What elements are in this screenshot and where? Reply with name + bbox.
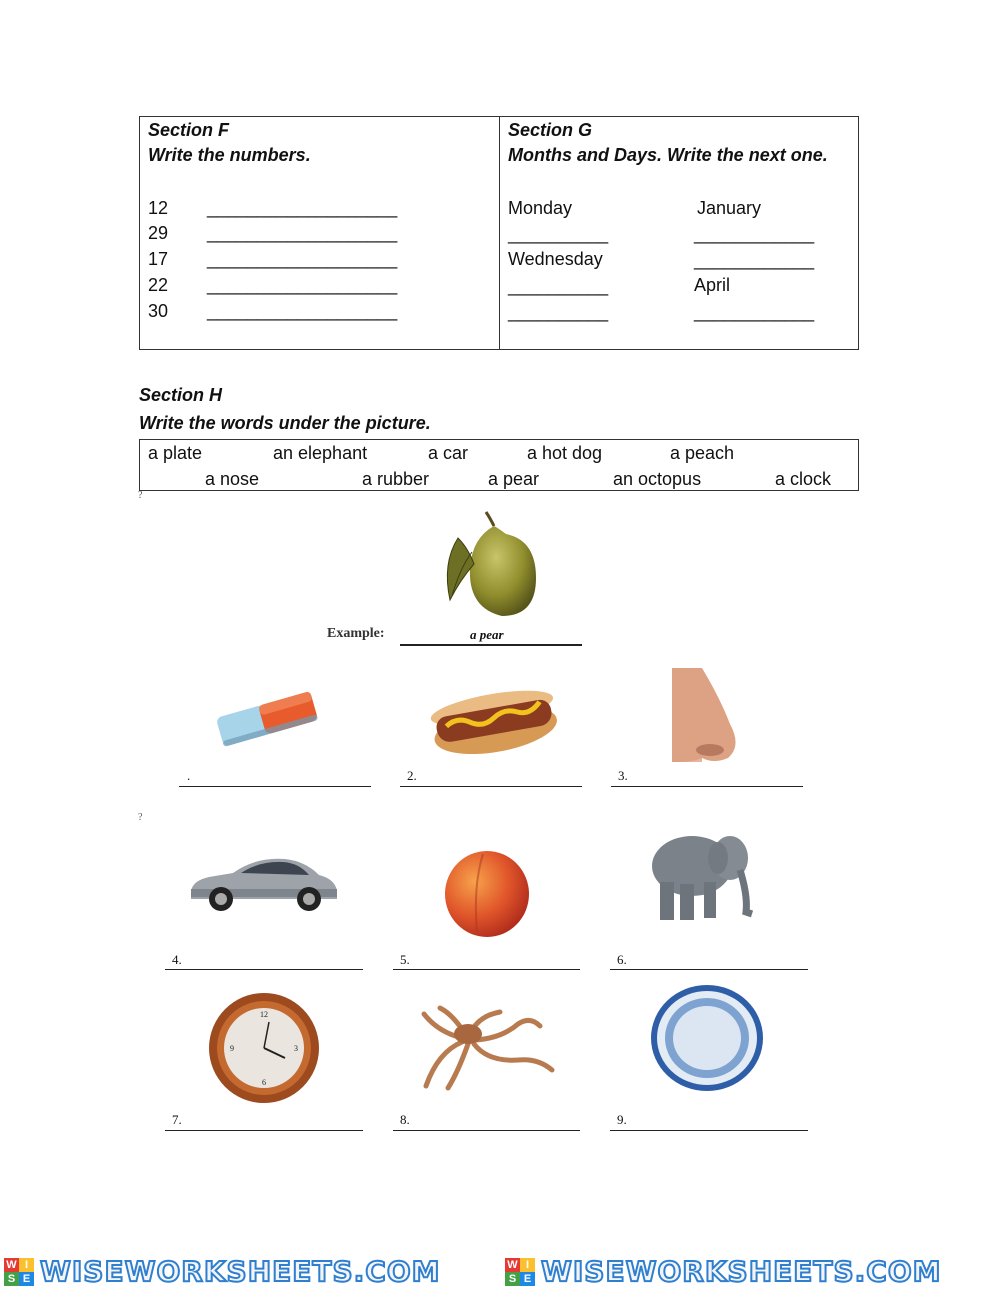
example-answer-line — [400, 644, 582, 646]
word-a-rubber: a rubber — [362, 469, 430, 489]
number-blank-3[interactable]: ___________________ — [207, 249, 398, 269]
stray-mark: ? — [138, 490, 143, 501]
month-4: April — [694, 275, 731, 295]
day-2[interactable]: __________ — [508, 224, 609, 244]
word-a-peach: a peach — [670, 443, 735, 463]
number-12: 12 — [148, 198, 169, 218]
item-2-answer-line[interactable] — [400, 786, 582, 787]
section-f-title: Section F — [148, 120, 230, 140]
month-2[interactable]: ____________ — [694, 224, 815, 244]
word-an-octopus: an octopus — [613, 469, 702, 489]
item-1-answer-line[interactable] — [179, 786, 371, 787]
item-5-answer-line[interactable] — [393, 969, 580, 970]
day-1: Monday — [508, 198, 573, 218]
item-9-number: 9. — [617, 1112, 627, 1127]
word-a-pear: a pear — [488, 469, 540, 489]
table-divider — [499, 117, 500, 349]
word-an-elephant: an elephant — [273, 443, 368, 463]
section-f-instruction: Write the numbers. — [148, 145, 311, 165]
number-blank-2[interactable]: ___________________ — [207, 223, 398, 243]
stray-mark: ? — [138, 812, 143, 823]
number-30: 30 — [148, 301, 169, 321]
watermark-text: WISEWORKSHEETS.COM — [541, 1255, 942, 1288]
rubber-picture — [212, 688, 322, 750]
clock-picture — [207, 992, 321, 1104]
item-8-number: 8. — [400, 1112, 410, 1127]
number-22: 22 — [148, 275, 169, 295]
peach-picture — [443, 846, 531, 938]
number-blank-4[interactable]: ___________________ — [207, 275, 398, 295]
example-answer: a pear — [470, 627, 504, 642]
watermark-badge: W I S E — [505, 1258, 535, 1286]
nose-picture — [672, 668, 740, 762]
pear-picture — [438, 508, 544, 623]
word-a-hot-dog: a hot dog — [527, 443, 603, 463]
svg-text:12: 12 — [260, 1010, 268, 1019]
month-3[interactable]: ____________ — [694, 250, 815, 270]
example-label: Example: — [327, 626, 385, 641]
word-a-nose: a nose — [205, 469, 260, 489]
item-8-answer-line[interactable] — [393, 1130, 580, 1131]
svg-text:9: 9 — [230, 1044, 234, 1053]
month-5[interactable]: ____________ — [694, 302, 815, 322]
section-g-instruction: Months and Days. Write the next one. — [508, 145, 828, 165]
number-blank-5[interactable]: ___________________ — [207, 301, 398, 321]
item-6-number: 6. — [617, 952, 627, 967]
section-h-title: Section H — [139, 385, 223, 405]
word-a-plate: a plate — [148, 443, 203, 463]
elephant-picture — [648, 826, 756, 924]
car-picture — [185, 853, 340, 915]
item-9-answer-line[interactable] — [610, 1130, 808, 1131]
hot-dog-picture — [428, 678, 561, 762]
section-h-instruction: Write the words under the picture. — [139, 413, 431, 433]
day-4[interactable]: __________ — [508, 276, 609, 296]
day-3: Wednesday — [508, 249, 603, 269]
item-1-number: . — [187, 768, 191, 783]
number-17: 17 — [148, 249, 169, 269]
word-a-clock: a clock — [775, 469, 832, 489]
item-4-answer-line[interactable] — [165, 969, 363, 970]
item-7-answer-line[interactable] — [165, 1130, 363, 1131]
plate-picture — [650, 984, 764, 1092]
item-5-number: 5. — [400, 952, 410, 967]
watermark-text: WISEWORKSHEETS.COM — [40, 1255, 441, 1288]
month-1: January — [697, 198, 762, 218]
watermark-badge: W I S E — [4, 1258, 34, 1286]
word-a-car: a car — [428, 443, 469, 463]
item-6-answer-line[interactable] — [610, 969, 808, 970]
svg-text:6: 6 — [262, 1078, 266, 1087]
octopus-picture — [418, 1002, 556, 1092]
section-g-title: Section G — [508, 120, 593, 140]
item-2-number: 2. — [407, 768, 417, 783]
number-29: 29 — [148, 223, 169, 243]
item-4-number: 4. — [172, 952, 182, 967]
number-blank-1[interactable]: ___________________ — [207, 198, 398, 218]
svg-text:3: 3 — [294, 1044, 298, 1053]
item-3-answer-line[interactable] — [611, 786, 803, 787]
item-7-number: 7. — [172, 1112, 182, 1127]
day-5[interactable]: __________ — [508, 302, 609, 322]
item-3-number: 3. — [618, 768, 628, 783]
